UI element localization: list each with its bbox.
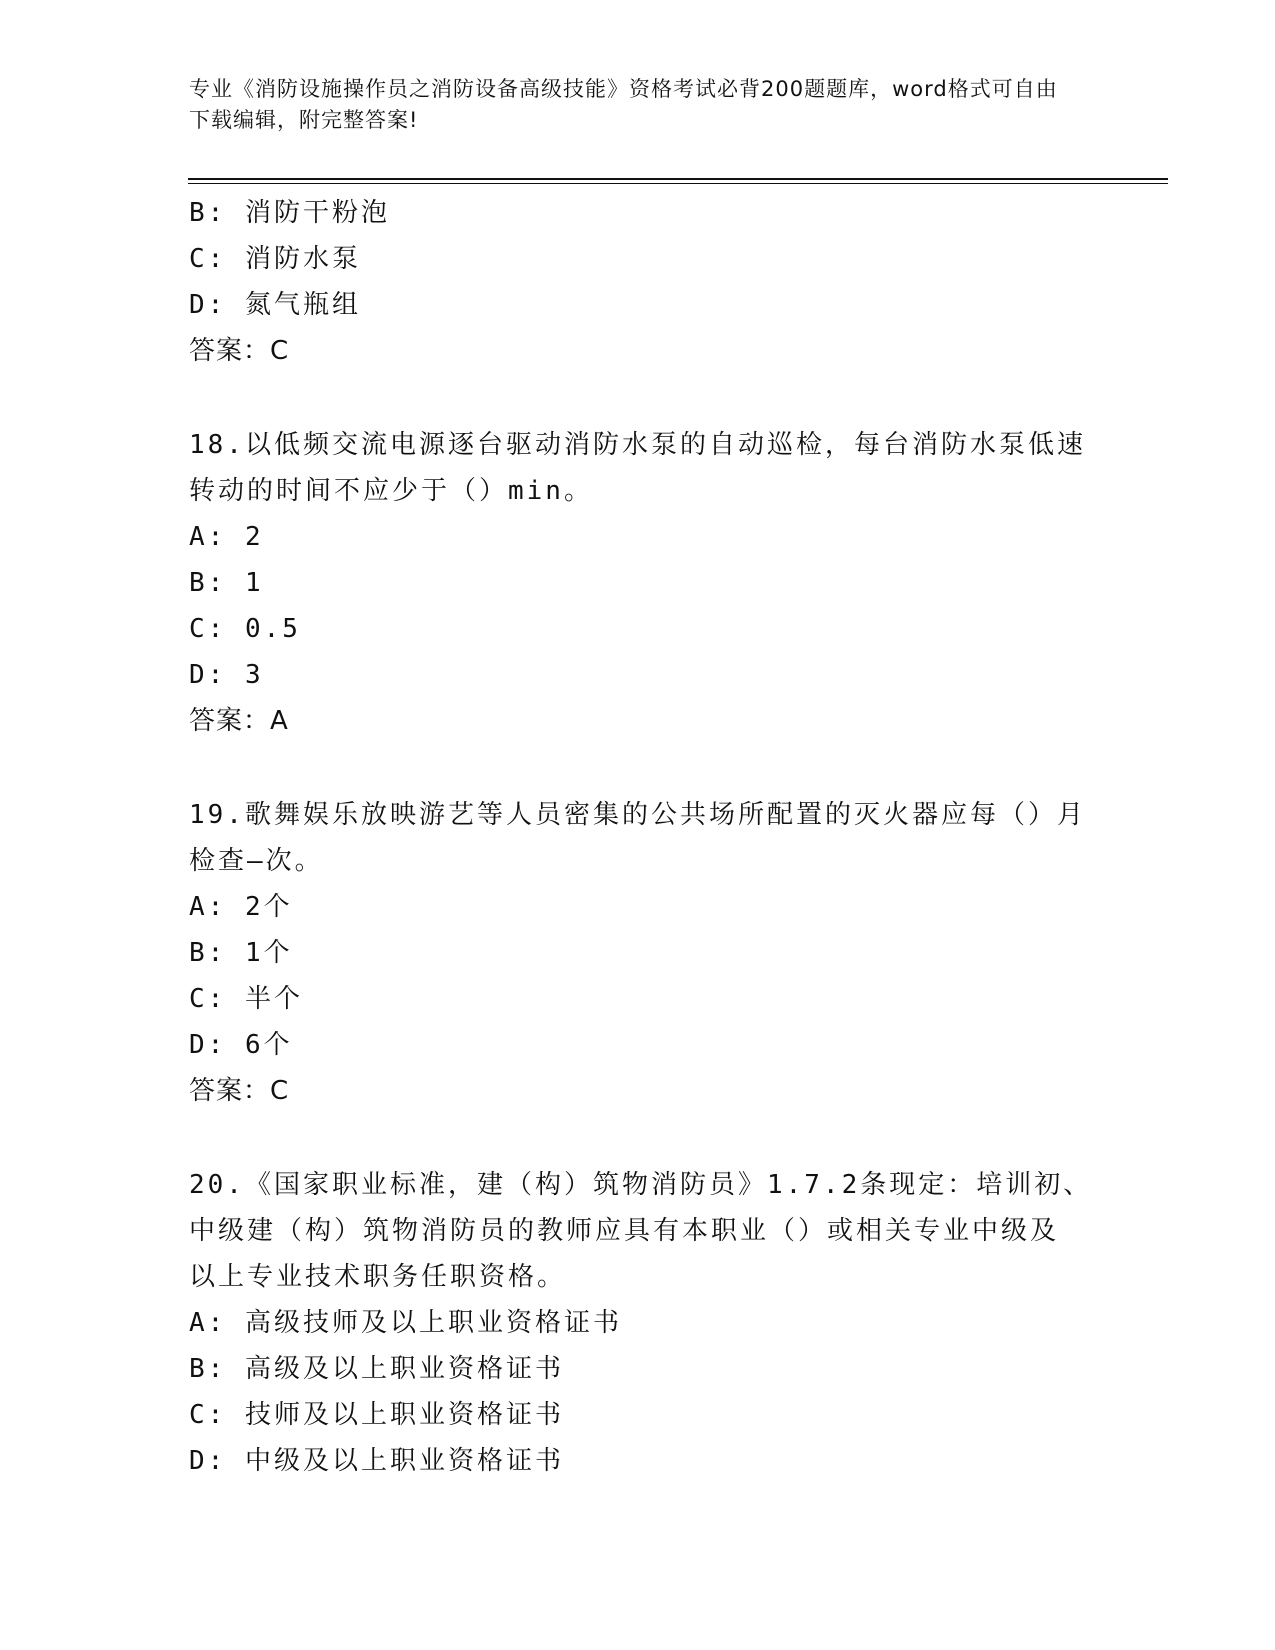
question-stem: 20.《国家职业标准，建（构）筑物消防员》1.7.2条现定：培训初、 <box>189 1170 1093 1200</box>
option-b: B: 1 <box>189 568 264 598</box>
question-20 <box>189 1162 1093 1484</box>
option-c: C: 0.5 <box>189 614 301 644</box>
answer-line: 答案：A <box>189 706 289 736</box>
option-a: A: 高级技师及以上职业资格证书 <box>189 1308 622 1338</box>
option-c: C: 半个 <box>189 984 303 1014</box>
option-a: A: 2 <box>189 522 264 552</box>
question-stem-continued: 中级建（构）筑物消防员的教师应具有本职业（）或相关专业中级及 <box>189 1216 1060 1246</box>
option-a: A: 2个 <box>189 892 293 922</box>
header-divider-thin <box>188 183 1168 184</box>
answer-line: 答案：C <box>189 1076 290 1106</box>
question-17-tail <box>189 190 1089 374</box>
option-d: D: 6个 <box>189 1030 293 1060</box>
answer-line: 答案：C <box>189 336 290 366</box>
question-18 <box>189 422 1089 744</box>
question-list <box>189 190 1093 1484</box>
option-c: C: 消防水泵 <box>189 244 361 274</box>
question-stem-continued-2: 以上专业技术职务任职资格。 <box>189 1262 567 1292</box>
question-stem: 19.歌舞娱乐放映游艺等人员密集的公共场所配置的灭火器应每（）月 <box>189 800 1086 830</box>
question-19 <box>189 792 1089 1114</box>
option-d: D: 3 <box>189 660 264 690</box>
header-divider-thick <box>188 178 1168 180</box>
option-d: D: 中级及以上职业资格证书 <box>189 1446 564 1476</box>
question-stem: 18.以低频交流电源逐台驱动消防水泵的自动巡检，每台消防水泵低速 <box>189 430 1086 460</box>
option-b: B: 高级及以上职业资格证书 <box>189 1354 564 1384</box>
document-header: 专业《消防设施操作员之消防设备高级技能》资格考试必背200题题库，word格式可自由下载编辑，附完整答案! <box>189 77 1058 132</box>
question-stem-continued: 检查—次。 <box>189 846 324 876</box>
question-stem-continued: 转动的时间不应少于（）min。 <box>189 476 593 506</box>
option-b: B: 1个 <box>189 938 293 968</box>
option-b: B: 消防干粉泡 <box>189 198 390 228</box>
option-d: D: 氮气瓶组 <box>189 290 361 320</box>
option-c: C: 技师及以上职业资格证书 <box>189 1400 564 1430</box>
